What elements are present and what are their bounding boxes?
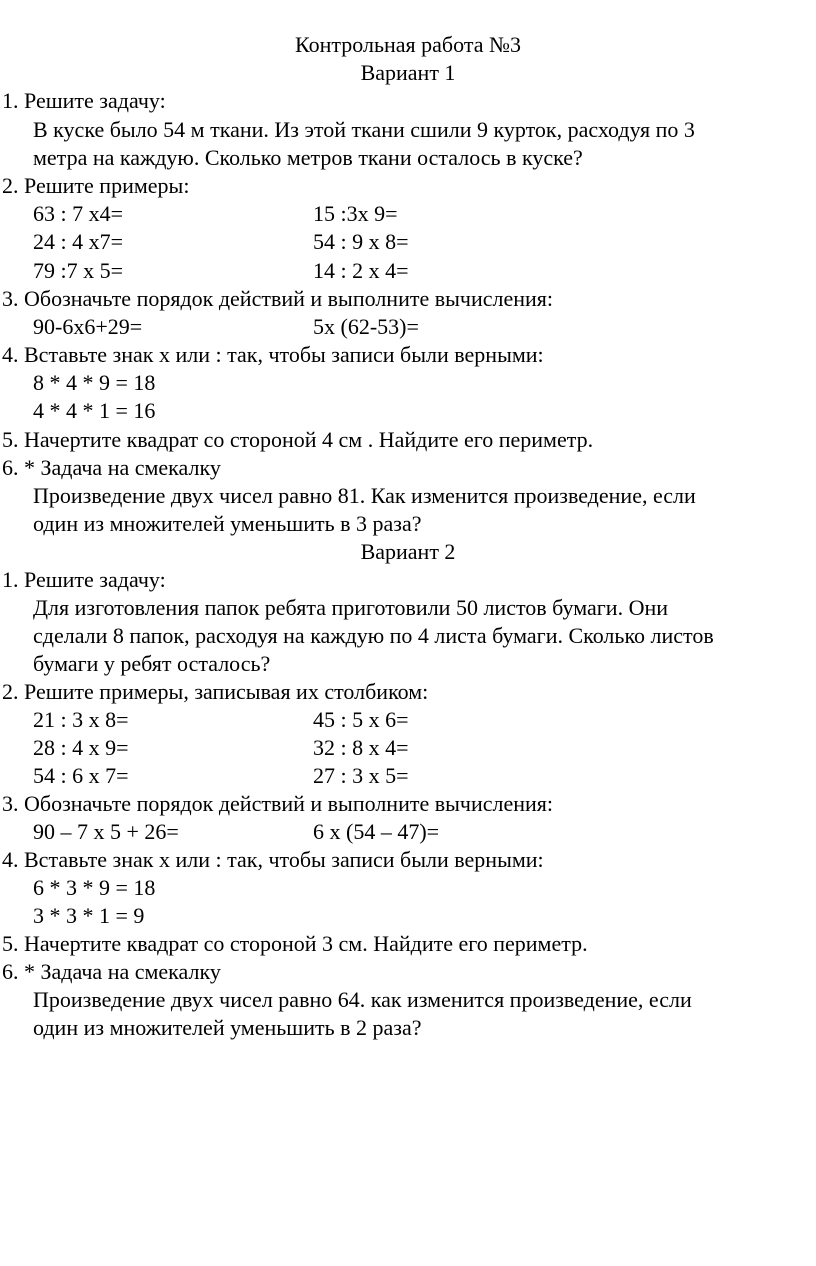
v2-task6-heading: 6. * Задача на смекалку — [2, 959, 221, 984]
v1-task2-example: 54 : 9 х 8= — [313, 229, 409, 254]
v2-task2-example: 45 : 5 х 6= — [313, 707, 409, 732]
v2-task2-heading: 2. Решите примеры, записывая их столбиком: — [2, 679, 429, 704]
v1-task2-example: 15 :3х 9= — [313, 201, 398, 226]
v2-task2-example: 28 : 4 х 9= — [33, 735, 129, 760]
v1-task6-heading: 6. * Задача на смекалку — [2, 455, 221, 480]
v2-task1-text-line: сделали 8 папок, расходуя на каждую по 4 листа бумаги. Сколько листов — [33, 623, 714, 648]
v1-task4-heading: 4. Вставьте знак х или : так, чтобы записи были верными: — [2, 342, 544, 367]
variant-1-title: Вариант 1 — [360, 60, 456, 85]
v1-task1-text-line: метра на каждую. Сколько метров ткани осталось в куске? — [33, 145, 583, 170]
v2-task2-example: 27 : 3 х 5= — [313, 763, 409, 788]
variant-2-title: Вариант 2 — [360, 539, 456, 564]
v1-task6-text-line: один из множителей уменьшить в 3 раза? — [33, 511, 422, 536]
v2-task3-example: 90 – 7 х 5 + 26= — [33, 819, 179, 844]
v1-task5-heading: 5. Начертите квадрат со стороной 4 см . Найдите его периметр. — [2, 427, 594, 452]
v1-task2-heading: 2. Решите примеры: — [2, 173, 190, 198]
v1-task1-heading: 1. Решите задачу: — [2, 88, 166, 113]
v1-task4-expression: 8 * 4 * 9 = 18 — [33, 370, 156, 395]
v2-task1-text-line: Для изготовления папок ребята приготовили 50 листов бумаги. Они — [33, 595, 669, 620]
v1-task2-example: 24 : 4 х7= — [33, 229, 124, 254]
v2-task3-example: 6 х (54 – 47)= — [313, 819, 440, 844]
v2-task2-example: 32 : 8 х 4= — [313, 735, 409, 760]
v2-task3-heading: 3. Обозначьте порядок действий и выполните вычисления: — [2, 791, 554, 816]
v2-task2-example: 21 : 3 х 8= — [33, 707, 129, 732]
v1-task2-example: 79 :7 х 5= — [33, 258, 124, 283]
v2-task5-heading: 5. Начертите квадрат со стороной 3 см. Найдите его периметр. — [2, 931, 588, 956]
v1-task3-heading: 3. Обозначьте порядок действий и выполните вычисления: — [2, 286, 554, 311]
v2-task4-expression: 6 * 3 * 9 = 18 — [33, 875, 156, 900]
v1-task4-expression: 4 * 4 * 1 = 16 — [33, 398, 156, 423]
v1-task3-example: 5х (62-53)= — [313, 314, 419, 339]
page-title: Контрольная работа №3 — [295, 32, 521, 57]
v2-task6-text-line: один из множителей уменьшить в 2 раза? — [33, 1015, 422, 1040]
v1-task6-text-line: Произведение двух чисел равно 81. Как изменится произведение, если — [33, 483, 696, 508]
v2-task4-expression: 3 * 3 * 1 = 9 — [33, 903, 145, 928]
v1-task2-example: 63 : 7 х4= — [33, 201, 124, 226]
v2-task4-heading: 4. Вставьте знак х или : так, чтобы записи были верными: — [2, 847, 544, 872]
v2-task6-text-line: Произведение двух чисел равно 64. как изменится произведение, если — [33, 987, 692, 1012]
v2-task2-example: 54 : 6 х 7= — [33, 763, 129, 788]
v2-task1-heading: 1. Решите задачу: — [2, 567, 166, 592]
v1-task1-text-line: В куске было 54 м ткани. Из этой ткани сшили 9 курток, расходуя по 3 — [33, 117, 695, 142]
v1-task2-example: 14 : 2 х 4= — [313, 258, 409, 283]
v2-task1-text-line: бумаги у ребят осталось? — [33, 651, 271, 676]
v1-task3-example: 90-6х6+29= — [33, 314, 143, 339]
